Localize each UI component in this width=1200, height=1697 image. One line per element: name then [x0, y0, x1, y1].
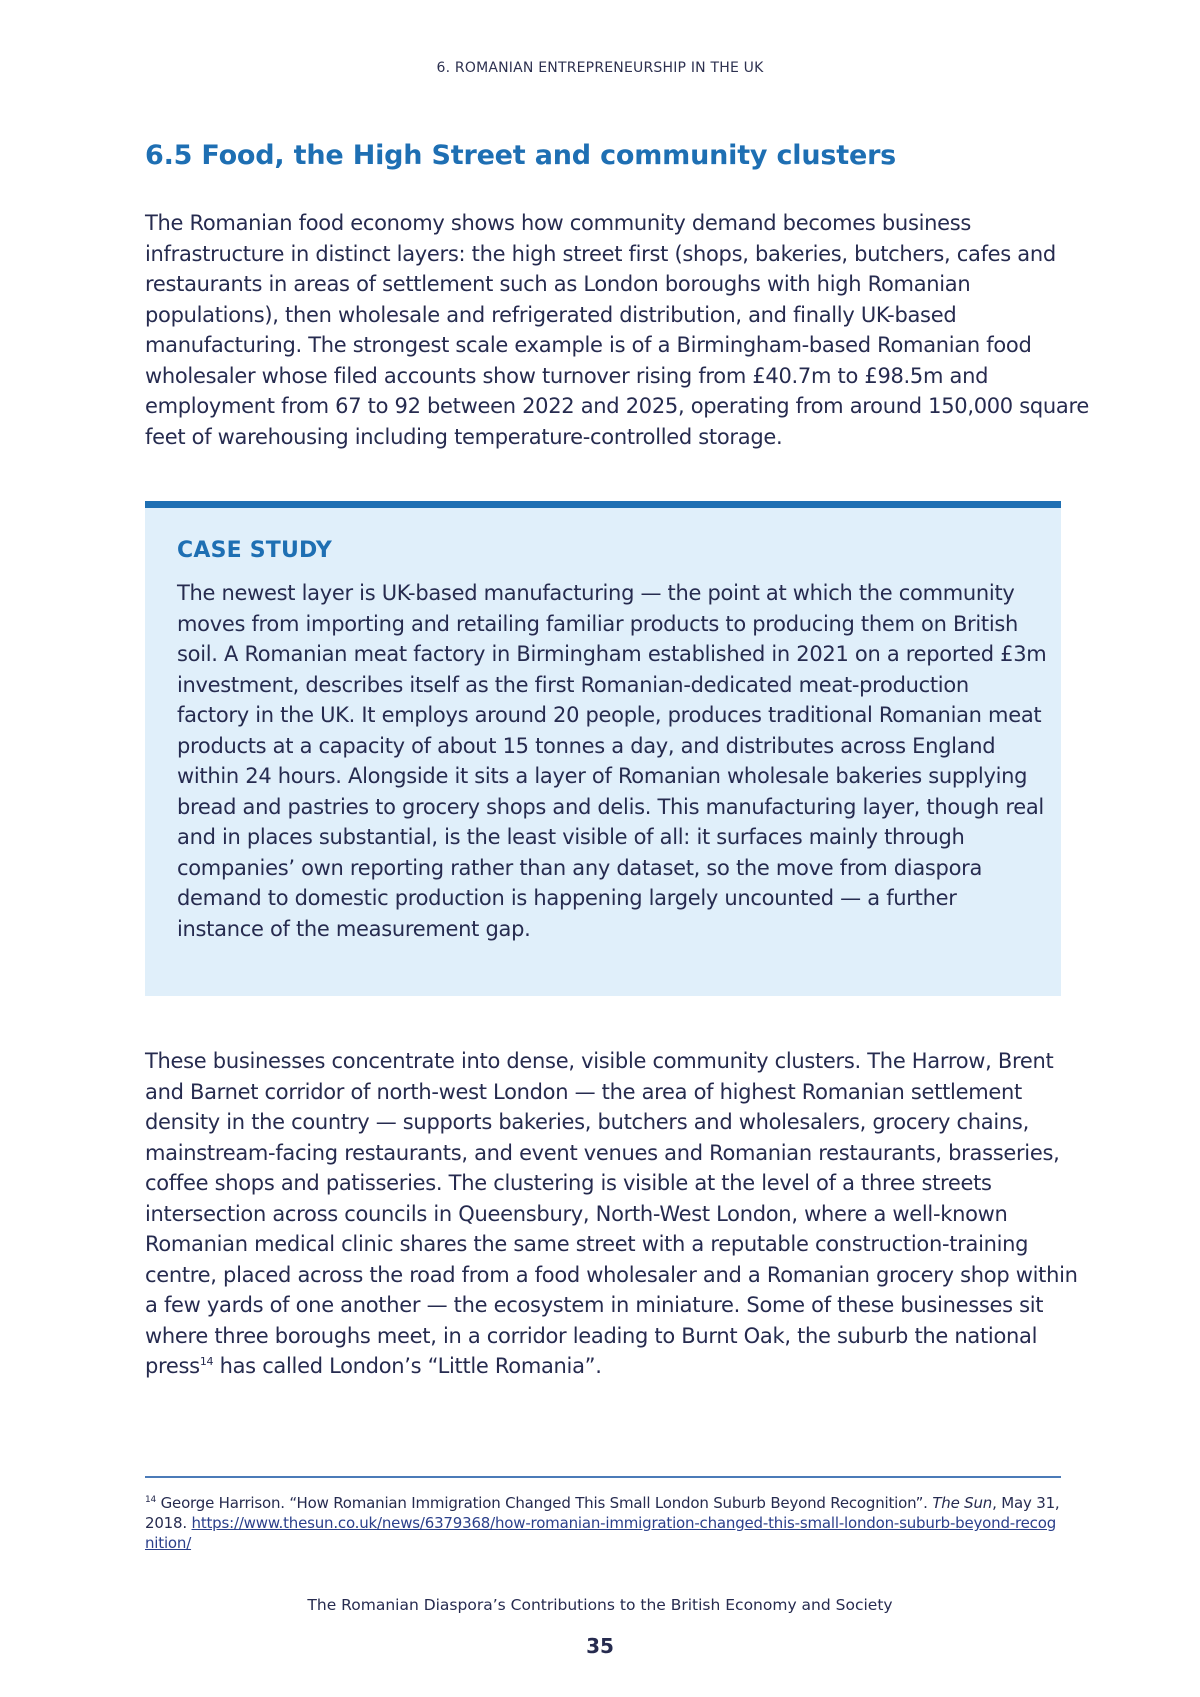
section-title: 6.5 Food, the High Street and community clusters: [145, 140, 897, 171]
footnote-number: 14: [145, 1495, 157, 1505]
body-paragraph-2: [145, 1046, 1085, 1382]
footnote-divider: [145, 1476, 1061, 1478]
footnote-reference[interactable]: 14: [199, 1355, 214, 1368]
case-study-text: The newest layer is UK-based manufacturing — the point at which the community moves from importing and retailing familiar products to producing them on British soil. A Romanian meat factory in Birmingham established in 2021 on a reported £3m investment, describes itself as the first Romanian-dedicated meat-production factory in the UK. It employs around 20 people, produces traditional Romanian meat products at a capacity of about 15 tonnes a day, and distributes across England within 24 hours. Alongside it sits a layer of Romanian wholesale bakeries supplying bread and pastries to grocery shops and delis. This manufacturing layer, though real and in places substantial, is the least visible of all: it surfaces mainly through companies’ own reporting rather than any dataset, so the move from diaspora demand to domestic production is happening largely uncounted — a further instance of the measurement gap.: [177, 581, 1047, 941]
footnote-source: The Sun: [932, 1494, 993, 1512]
footnote: [145, 1493, 1061, 1553]
footnote-link[interactable]: https://www.thesun.co.uk/news/6379368/how-romanian-immigration-changed-this-small-london-suburb-beyond-recognition/: [145, 1514, 1057, 1552]
case-study-label: CASE STUDY: [177, 538, 333, 563]
running-header: 6. ROMANIAN ENTREPRENEURSHIP IN THE UK: [436, 60, 764, 76]
paragraph-2-text: These businesses concentrate into dense, visible community clusters. The Harrow, Brent and Barnet corridor of north-west London — the area of highest Romanian settlement density in the country — supports bakeries, butchers and wholesalers, grocery chains, mainstream-facing restaurants, and event venues and Romanian restaurants, brasseries, coffee shops and patisseries. The clustering is visible at the level of a three streets intersection across councils in Queensbury, North-West London, where a well-known Romanian medical clinic shares the same street with a reputable construction-training centre, placed across the road from a food wholesaler and a Romanian grocery shop within a few yards of one another — the ecosystem in miniature. Some of these businesses sit where three boroughs meet, in a corridor leading to Burnt Oak, the suburb the national press: [145, 1049, 1078, 1378]
body-paragraph-1: The Romanian food economy shows how community demand becomes business infrastructure in distinct layers: the high street first (shops, bakeries, butchers, cafes and restaurants in areas of settlement such as London boroughs with high Romanian populations), then wholesale and refrigerated distribution, and finally UK-based manufacturing. The strongest scale example is of a Birmingham-based Romanian food wholesaler whose filed accounts show turnover rising from £40.7m to £98.5m and employment from 67 to 92 between 2022 and 2025, operating from around 150,000 square feet of warehousing including temperature-controlled storage.: [145, 211, 1089, 449]
running-footer: The Romanian Diaspora’s Contributions to the British Economy and Society: [307, 1596, 893, 1614]
case-study-box: [145, 501, 1061, 996]
footnote-date: , May 31, 2018.: [145, 1494, 1060, 1532]
footnote-citation: George Harrison. “How Romanian Immigration Changed This Small London Suburb Beyond Recognition”.: [156, 1494, 933, 1512]
page-number: 35: [586, 1634, 614, 1658]
paragraph-2-ending: has called London’s “Little Romania”.: [213, 1354, 602, 1378]
